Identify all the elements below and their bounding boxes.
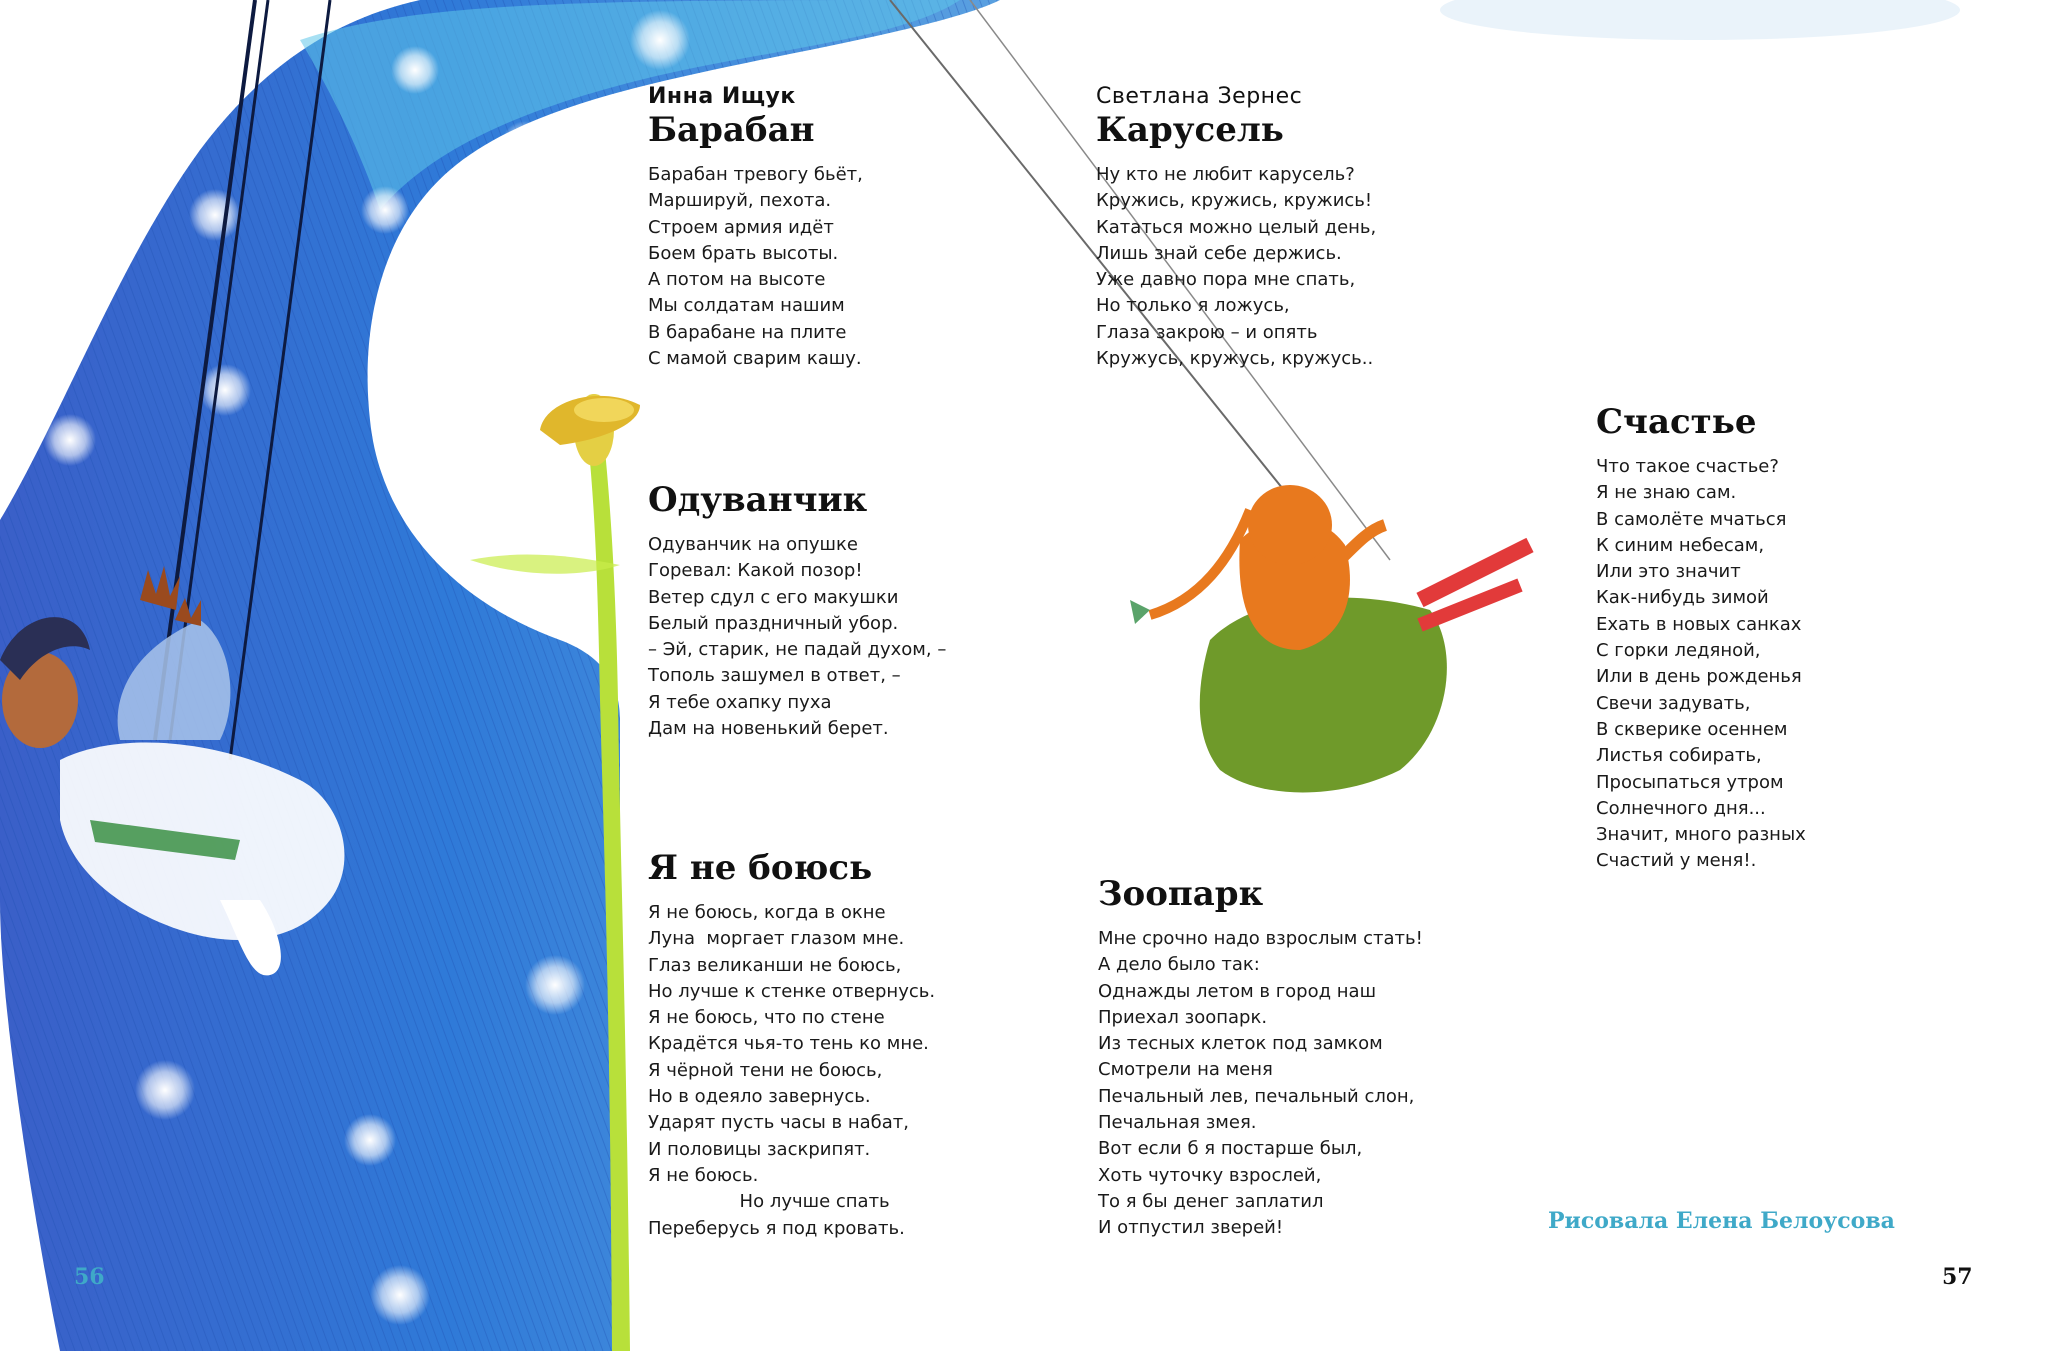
poem-title: Одуванчик <box>648 480 868 520</box>
poem-line: Или это значит <box>1596 561 1741 583</box>
poem-line: Маршируй, пехота. <box>648 190 832 212</box>
poem-line: Что такое счастье? <box>1596 456 1779 477</box>
poem-line: Ударят пусть часы в набат, <box>648 1112 909 1134</box>
poem-line: Горевал: Какой позор! <box>648 560 863 582</box>
page-number-left: 56 <box>74 1264 105 1290</box>
poem-line: Я не боюсь, что по стене <box>648 1007 885 1029</box>
poem-lines <box>1096 162 1376 372</box>
poem-line: Кружусь, кружусь, кружусь.. <box>1096 348 1374 370</box>
poem-author: Инна Ищук <box>648 84 796 109</box>
poem-line: Как-нибудь зимой <box>1596 587 1769 609</box>
poem-line: Дам на новенький берет. <box>648 718 889 740</box>
poem-line: Вот если б я постарше был, <box>1098 1138 1363 1160</box>
poem-line: С мамой сварим кашу. <box>648 348 862 370</box>
poem-line: Ехать в новых санках <box>1596 613 1802 635</box>
poem-line: Белый праздничный убор. <box>648 612 899 634</box>
poem-karusel <box>1096 84 1376 372</box>
poem-line: Просыпаться утром <box>1596 771 1784 793</box>
poem-lines <box>648 900 935 1242</box>
page-number-right: 57 <box>1942 1264 1973 1290</box>
poem-line: В скверике осеннем <box>1596 718 1788 740</box>
illustrator-credit: Рисовала Елена Белоусова <box>1548 1208 1895 1234</box>
poem-line: Крадётся чья-то тень ко мне. <box>648 1033 929 1055</box>
poem-lines <box>648 162 863 372</box>
poem-line: Боем брать высоты. <box>648 242 839 264</box>
poem-line: С горки ледяной, <box>1596 640 1761 662</box>
poem-line: Я не боюсь, когда в окне <box>648 902 886 923</box>
poem-line: В барабане на плите <box>648 321 847 343</box>
poem-author: Светлана Зернес <box>1096 84 1303 109</box>
poem-title: Зоопарк <box>1098 874 1264 914</box>
poem-line: И половицы заскрипят. <box>648 1138 871 1160</box>
poem-title: Карусель <box>1096 110 1284 150</box>
poem-line: Хоть чуточку взрослей, <box>1098 1164 1322 1186</box>
poem-line: Луна моргает глазом мне. <box>648 928 905 950</box>
poem-line: Я не знаю сам. <box>1596 482 1737 504</box>
poem-line: Одуванчик на опушке <box>648 534 858 555</box>
poem-line: Глаз великанши не боюсь, <box>648 954 902 976</box>
poem-line: Я тебе охапку пуха <box>648 691 832 713</box>
poem-lines <box>648 532 946 742</box>
poem-line: Кататься можно целый день, <box>1096 216 1377 238</box>
poem-zoopark <box>1098 874 1423 1242</box>
poem-line: Из тесных клеток под замком <box>1098 1033 1383 1055</box>
poem-line: Уже давно пора мне спать, <box>1096 269 1356 291</box>
top-cloud <box>1440 0 1960 40</box>
poem-line: Кружись, кружись, кружись! <box>1096 190 1373 212</box>
poem-line: Я не боюсь. <box>648 1164 759 1186</box>
poem-line: Свечи задувать, <box>1596 692 1751 714</box>
poem-line: Но лучше к стенке отвернусь. <box>648 980 936 1002</box>
poem-line: Барабан тревогу бьёт, <box>648 164 863 185</box>
poem-line: Солнечного дня... <box>1596 797 1766 819</box>
poem-line: Листья собирать, <box>1596 745 1762 767</box>
poem-line: Лишь знай себе держись. <box>1096 242 1342 264</box>
poem-line: – Эй, старик, не падай духом, – <box>648 639 947 661</box>
poem-title: Я не боюсь <box>648 848 873 888</box>
poem-line: В самолёте мчаться <box>1596 508 1787 530</box>
poem-line: Смотрели на меня <box>1098 1059 1273 1081</box>
poem-line: Но только я ложусь, <box>1096 295 1290 317</box>
poem-lines <box>1596 454 1806 875</box>
poem-line: К синим небесам, <box>1596 534 1765 556</box>
poem-line: Я чёрной тени не боюсь, <box>648 1059 883 1081</box>
poem-line: Но в одеяло завернусь. <box>648 1086 871 1108</box>
poem-title: Барабан <box>648 110 815 150</box>
poem-ya-ne-boyus <box>648 848 935 1242</box>
poem-line: Мы солдатам нашим <box>648 295 845 317</box>
poem-line: Но лучше спать <box>648 1191 890 1213</box>
poem-line: Глаза закрою – и опять <box>1096 321 1318 343</box>
poem-line: Печальная змея. <box>1098 1112 1257 1134</box>
poem-line: Строем армия идёт <box>648 216 834 238</box>
poem-line: То я бы денег заплатил <box>1098 1190 1324 1212</box>
poem-title: Счастье <box>1596 402 1757 442</box>
poem-line: Тополь зашумел в ответ, – <box>648 665 901 687</box>
poem-lines <box>1098 926 1423 1242</box>
poem-line: А дело было так: <box>1098 954 1260 976</box>
poem-line: И отпустил зверей! <box>1098 1217 1284 1239</box>
poem-oduvanchik <box>648 480 946 742</box>
poem-line: Приехал зоопарк. <box>1098 1006 1268 1028</box>
poem-line: Счастий у меня!. <box>1596 850 1757 872</box>
poem-baraban <box>648 84 863 372</box>
girl-on-swing <box>1130 485 1530 793</box>
poem-line: А потом на высоте <box>648 269 826 291</box>
poem-line: Или в день рожденья <box>1596 666 1802 688</box>
poem-line: Ветер сдул с его макушки <box>648 586 899 608</box>
poem-schastye <box>1596 402 1806 875</box>
poem-line: Ну кто не любит карусель? <box>1096 164 1355 185</box>
poem-line: Мне срочно надо взрослым стать! <box>1098 928 1423 949</box>
poem-line: Печальный лев, печальный слон, <box>1098 1085 1415 1107</box>
poem-line: Переберусь я под кровать. <box>648 1217 905 1239</box>
poem-line: Однажды летом в город наш <box>1098 980 1377 1002</box>
poem-line: Значит, много разных <box>1596 824 1806 846</box>
